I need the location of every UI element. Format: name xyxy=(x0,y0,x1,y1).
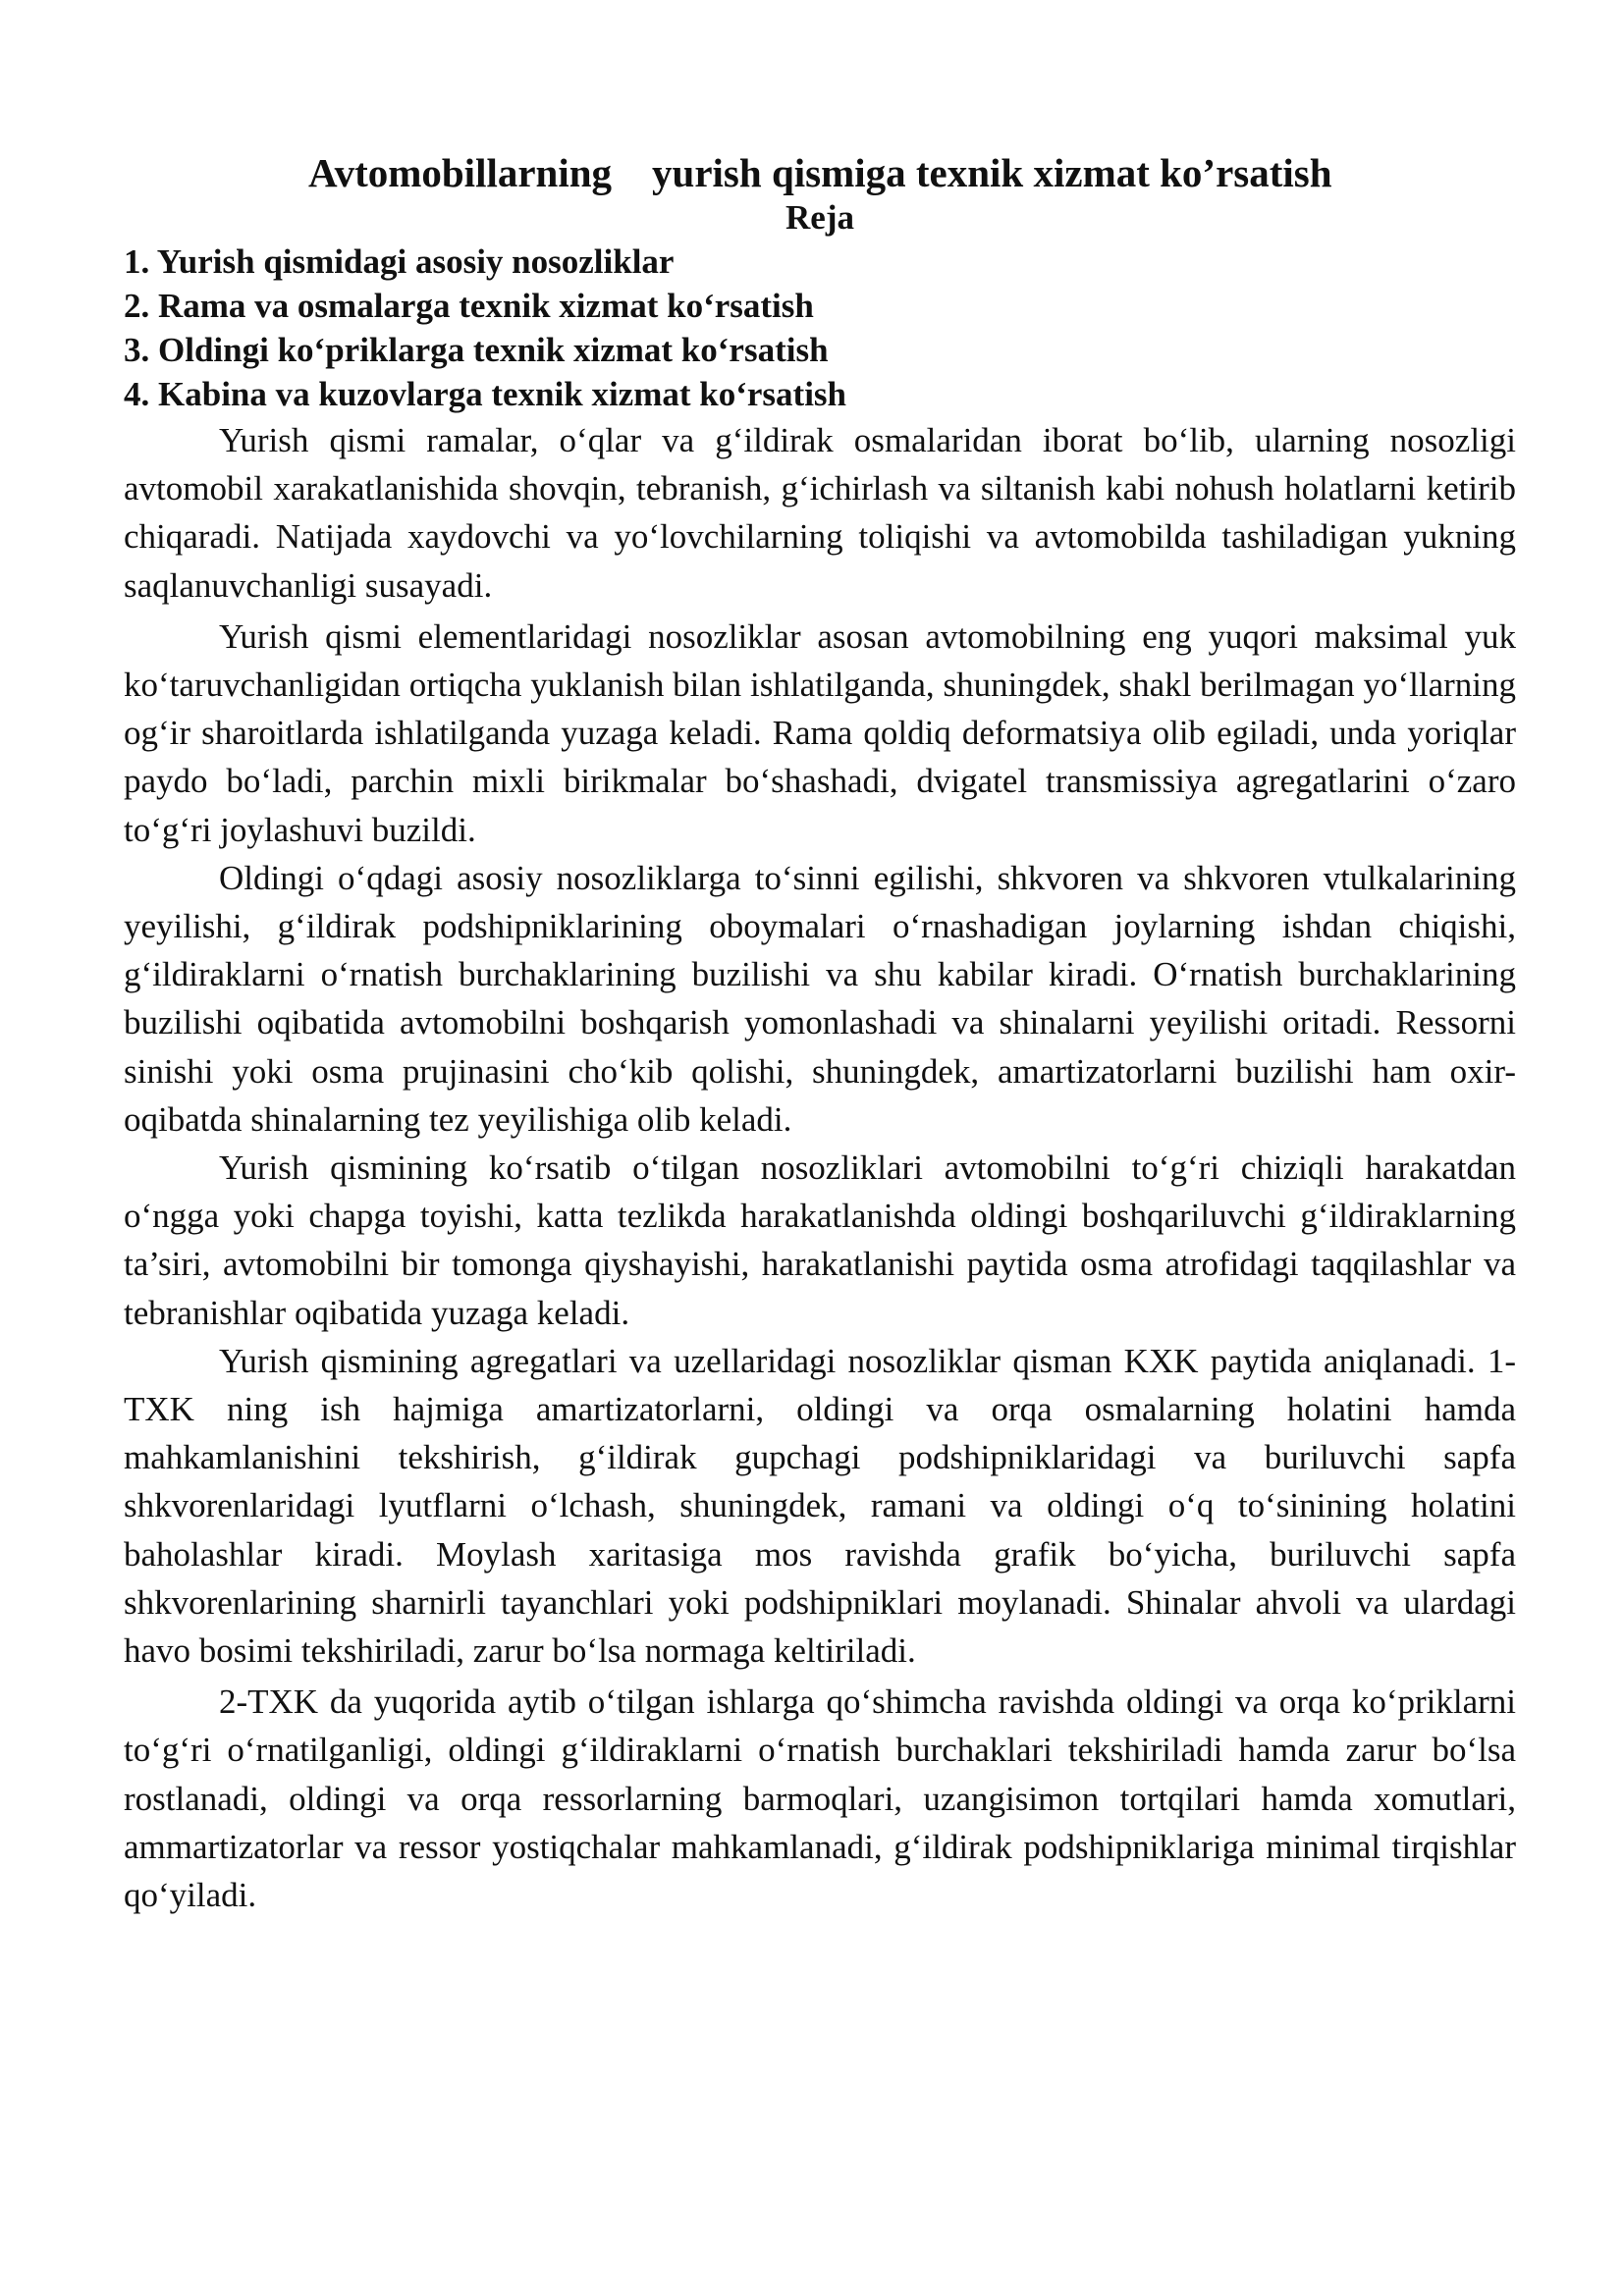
plan-item: 4. Kabina va kuzovlarga texnik xizmat ko‘rsatish xyxy=(124,375,847,413)
plan-list xyxy=(124,240,1516,416)
body-paragraph: 2-TXK da yuqorida aytib o‘tilgan ishlarga qo‘shimcha ravishda oldingi va orqa ko‘priklarni to‘g‘ri o‘rnatilganligi, oldingi g‘ildiraklarni o‘rnatish burchaklari tekshiriladi hamda zarur bo‘lsa rostlanadi, oldingi va orqa ressorlarning barmoqlari, uzangisimon tortqilari hamda xomutlari, ammartizatorlar va ressor yostiqchalar mahkamlanadi, g‘ildirak podshipniklariga minimal tirqishlar qo‘yiladi. xyxy=(124,1682,1516,1915)
plan-item: 3. Oldingi ko‘priklarga texnik xizmat ko‘rsatish xyxy=(124,331,829,369)
body-paragraph: Yurish qismi elementlaridagi nosozliklar asosan avtomobilning eng yuqori maksimal yuk ko‘taruvchanligidan ortiqcha yuklanish bilan ishlatilganda, shuningdek, shakl berilmagan yo‘llarning og‘ir sharoitlarda ishlatilganda yuzaga keladi. Rama qoldiq deformatsiya olib egiladi, unda yoriqlar paydo bo‘ladi, parchin mixli birikmalar bo‘shashadi, dvigatel transmissiya agregatlarini o‘zaro to‘g‘ri joylashuvi buzildi. xyxy=(124,616,1516,849)
plan-item: 1. Yurish qismidagi asosiy nosozliklar xyxy=(124,242,675,281)
plan-item: 2. Rama va osmalarga texnik xizmat ko‘rsatish xyxy=(124,287,814,325)
document-title: Avtomobillarning yurish qismiga texnik xizmat ko’rsatish xyxy=(308,150,1332,195)
body-paragraph: Yurish qismi ramalar, o‘qlar va g‘ildirak osmalaridan iborat bo‘lib, ularning nosozligi avtomobil xarakatlanishida shovqin, tebranish, g‘ichirlash va siltanish kabi nohush holatlarni ketirib chiqaradi. Natijada xaydovchi va yo‘lovchilarning toliqishi va avtomobilda tashiladigan yukning saqlanuvchanligi susayadi. xyxy=(124,421,1516,605)
body-paragraph: Yurish qismining agregatlari va uzellaridagi nosozliklar qisman KXK paytida aniqlanadi. 1-TXK ning ish hajmiga amartizatorlarni, oldingi va orqa osmalarning holatini hamda mahkamlanishini tekshirish, g‘ildirak gupchagi podshipniklaridagi va buriluvchi sapfa shkvorenlaridagi lyutflarni o‘lchash, shuningdek, ramani va oldingi o‘q to‘sinining holatini baholashlar kiradi. Moylash xaritasiga mos ravishda grafik bo‘yicha, buriluvchi sapfa shkvorenlarining sharnirli tayanchlari yoki podshipniklari moylanadi. Shinalar ahvoli va ulardagi havo bosimi tekshiriladi, zarur bo‘lsa normaga keltiriladi. xyxy=(124,1341,1516,1671)
document-content xyxy=(124,149,1516,1919)
body-paragraph: Yurish qismining ko‘rsatib o‘tilgan nosozliklari avtomobilni to‘g‘ri chiziqli harakatdan o‘ngga yoki chapga toyishi, katta tezlikda harakatlanishda oldingi boshqariluvchi g‘ildiraklarning ta’siri, avtomobilni bir tomonga qiyshayishi, harakatlanishi paytida osma atrofidagi taqqilashlar va tebranishlar oqibatida yuzaga keladi. xyxy=(124,1148,1516,1332)
body-paragraph: Oldingi o‘qdagi asosiy nosozliklarga to‘sinni egilishi, shkvoren va shkvoren vtulkalarining yeyilishi, g‘ildirak podshipniklarining oboymalari o‘rnashadigan joylarning ishdan chiqishi, g‘ildiraklarni o‘rnatish burchaklarining buzilishi va shu kabilar kiradi. O‘rnatish burchaklarining buzilishi oqibatida avtomobilni boshqarish yomonlashadi va shinalarni yeyilishi oritadi. Ressorni sinishi yoki osma prujinasini cho‘kib qolishi, shuningdek, amartizatorlarni buzilishi ham oxir-oqibatda shinalarning tez yeyilishiga olib keladi. xyxy=(124,858,1516,1139)
plan-heading: Reja xyxy=(785,198,854,237)
